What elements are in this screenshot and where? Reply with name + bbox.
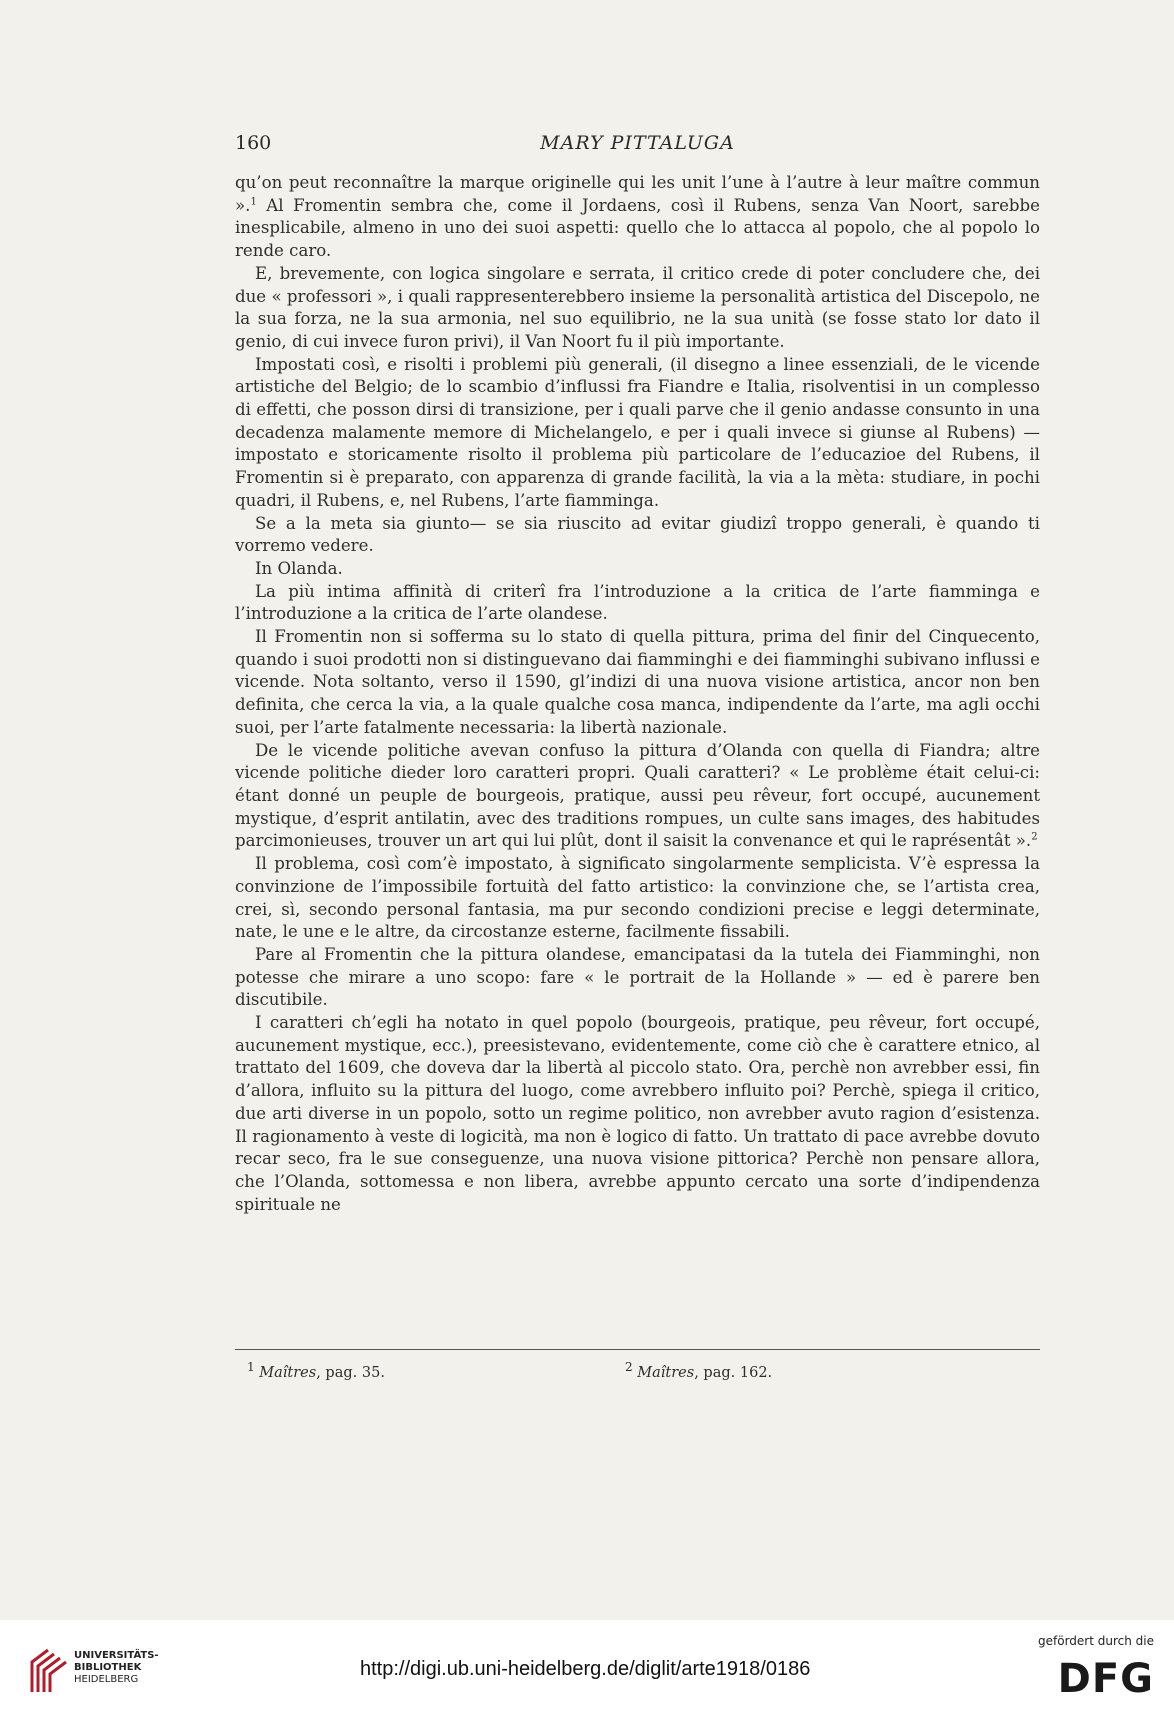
paragraph-2: E, brevemente, con logica singolare e serrata, il critico crede di poter concludere che, dei due « professori », i quali rappresenterebbero insieme la personalità artistica del Discepolo, ne la sua forza, ne la sua armonia, nel suo equilibrio, ne la sua unità (se fosse stato lor dato il genio, di cui invece furon privi), il Van Noort fu il più importante. [235, 263, 1040, 351]
paragraph-1: qu’on peut reconnaître la marque originelle qui les unit l’une à l’autre à leur maître commun ».$^1$ Al Fromentin sembra che, come il Jordaens, così il Rubens, senza Van Noort, sarebbe inesplicabile, almeno in uno dei suoi aspetti: quello che lo attacca al popolo, che al popolo lo rende caro. [235, 173, 1040, 261]
library-emblem-icon [28, 1642, 68, 1694]
dfg-logo[interactable]: DFG [1057, 1656, 1154, 1702]
dfg-funding [1029, 1634, 1154, 1704]
footnote-ref-1: 1 [250, 196, 257, 208]
page-header [235, 132, 1040, 162]
paragraph-6: La più intima affinità di criterî fra l’introduzione a la critica de l’arte fiamminga e l’introduzione a la critica de l’arte olandese. [235, 581, 1040, 624]
footnote-ref-2: 2 [1031, 831, 1038, 843]
footnote-1: $^1$ Maîtres, pag. 35. [247, 1360, 385, 1381]
body-text [235, 172, 1040, 1216]
university-library-logo[interactable] [28, 1642, 178, 1698]
paragraph-3: Impostati così, e risolti i problemi più generali, (il disegno a linee essenziali, de le vicende artistiche del Belgio; de lo scambio d’influssi fra Fiandre e Italia, risolventisi in un complesso di effetti, che posson dirsi di transizione, per i quali parve che il genio andasse consunto in una decadenza malamente memore di Michelangelo, e per i quali invece si giunse al Rubens) — impostato e storicamente risolto il problema più particolare de l’educazioe del Rubens, il Fromentin si è preparato, con apparenza di grande facilità, la via a la mèta: studiare, in pochi quadri, il Rubens, e, nel Rubens, l’arte fiamminga. [235, 354, 1040, 510]
paragraph-9: Il problema, così com’è impostato, à significato singolarmente semplicista. V’è espressa la convinzione de l’impossibile fortuità del fatto artistico: la convinzione che, se l’artista crea, crei, sì, secondo personal fantasia, ma pur secondo condizioni precise e leggi determinate, nate, le une e le altre, da circostanze esterne, facilmente fissabili. [235, 854, 1040, 942]
viewer-footer [0, 1620, 1174, 1714]
footnotes [235, 1360, 1040, 1386]
paragraph-8: De le vicende politiche avevan confuso la pittura d’Olanda con quella di Fiandra; altre vicende politiche dieder loro caratteri propri. Quali caratteri? « Le problème était celui-ci: étant donné un peuple de bourgeois, pratique, aussi peu rêveur, fort occupé, aucunement mystique, d’esprit antilatin, avec des traditions rompues, un culte sans images, des habitudes parcimonieuses, trouver un art qui lui plût, dont il saisit la convenance et qui le raprésentât ».$^2$ [235, 740, 1040, 851]
library-name: UNIVERSITÄTS- BIBLIOTHEK HEIDELBERG [74, 1650, 159, 1685]
paragraph-5: In Olanda. [255, 558, 343, 578]
paragraph-4: Se a la meta sia giunto— se sia riuscito ad evitar giudizî troppo generali, è quando ti vorremo vedere. [235, 513, 1040, 556]
footnote-rule [235, 1349, 1040, 1350]
page-number: 160 [235, 132, 272, 154]
permalink-url[interactable]: http://digi.ub.uni-heidelberg.de/diglit/arte1918/0186 [360, 1658, 811, 1680]
funded-by-label: gefördert durch die [1038, 1634, 1154, 1648]
paragraph-11: I caratteri ch’egli ha notato in quel popolo (bourgeois, pratique, peu rêveur, fort occupé, aucunement mystique, ecc.), preesistevano, evidentemente, come ciò che è carattere etnico, al trattato del 1609, che doveva dar la libertà al piccolo stato. Ora, perchè non avrebber essi, fin d’allora, influito su la pittura del luogo, come avrebbero influito poi? Perchè, spiega il critico, due arti diverse in un popolo, sotto un regime politico, non avrebber avuto ragion d’esistenza. Il ragionamento à veste di logicità, ma non è logico di fatto. Un trattato di pace avrebbe dovuto recar seco, fra le sue conseguenze, una nuova visione pittorica? Perchè non pensare allora, che l’Olanda, sottomessa e non libera, avrebbe appunto cercato una sorte d’indipendenza spirituale ne [235, 1013, 1040, 1214]
paragraph-10: Pare al Fromentin che la pittura olandese, emancipatasi da la tutela dei Fiamminghi, non potesse che mirare a uno scopo: fare « le portrait de la Hollande » — ed è parere ben discutibile. [235, 944, 1040, 1010]
footnote-2: $^2$ Maîtres, pag. 162. [625, 1360, 773, 1381]
paragraph-7: Il Fromentin non si sofferma su lo stato di quella pittura, prima del finir del Cinquecento, quando i suoi prodotti non si distinguevano dai fiamminghi e dei fiamminghi subivano influssi e vicende. Nota soltanto, verso il 1590, gl’indizi di una nuova visione artistica, ancor non ben definita, che cerca la via, a la quale qualche cosa manca, indipendente da l’arte, ma agli occhi suoi, per l’arte fatalmente necessaria: la libertà nazionale. [235, 627, 1040, 737]
running-title: MARY PITTALUGA [540, 132, 735, 154]
